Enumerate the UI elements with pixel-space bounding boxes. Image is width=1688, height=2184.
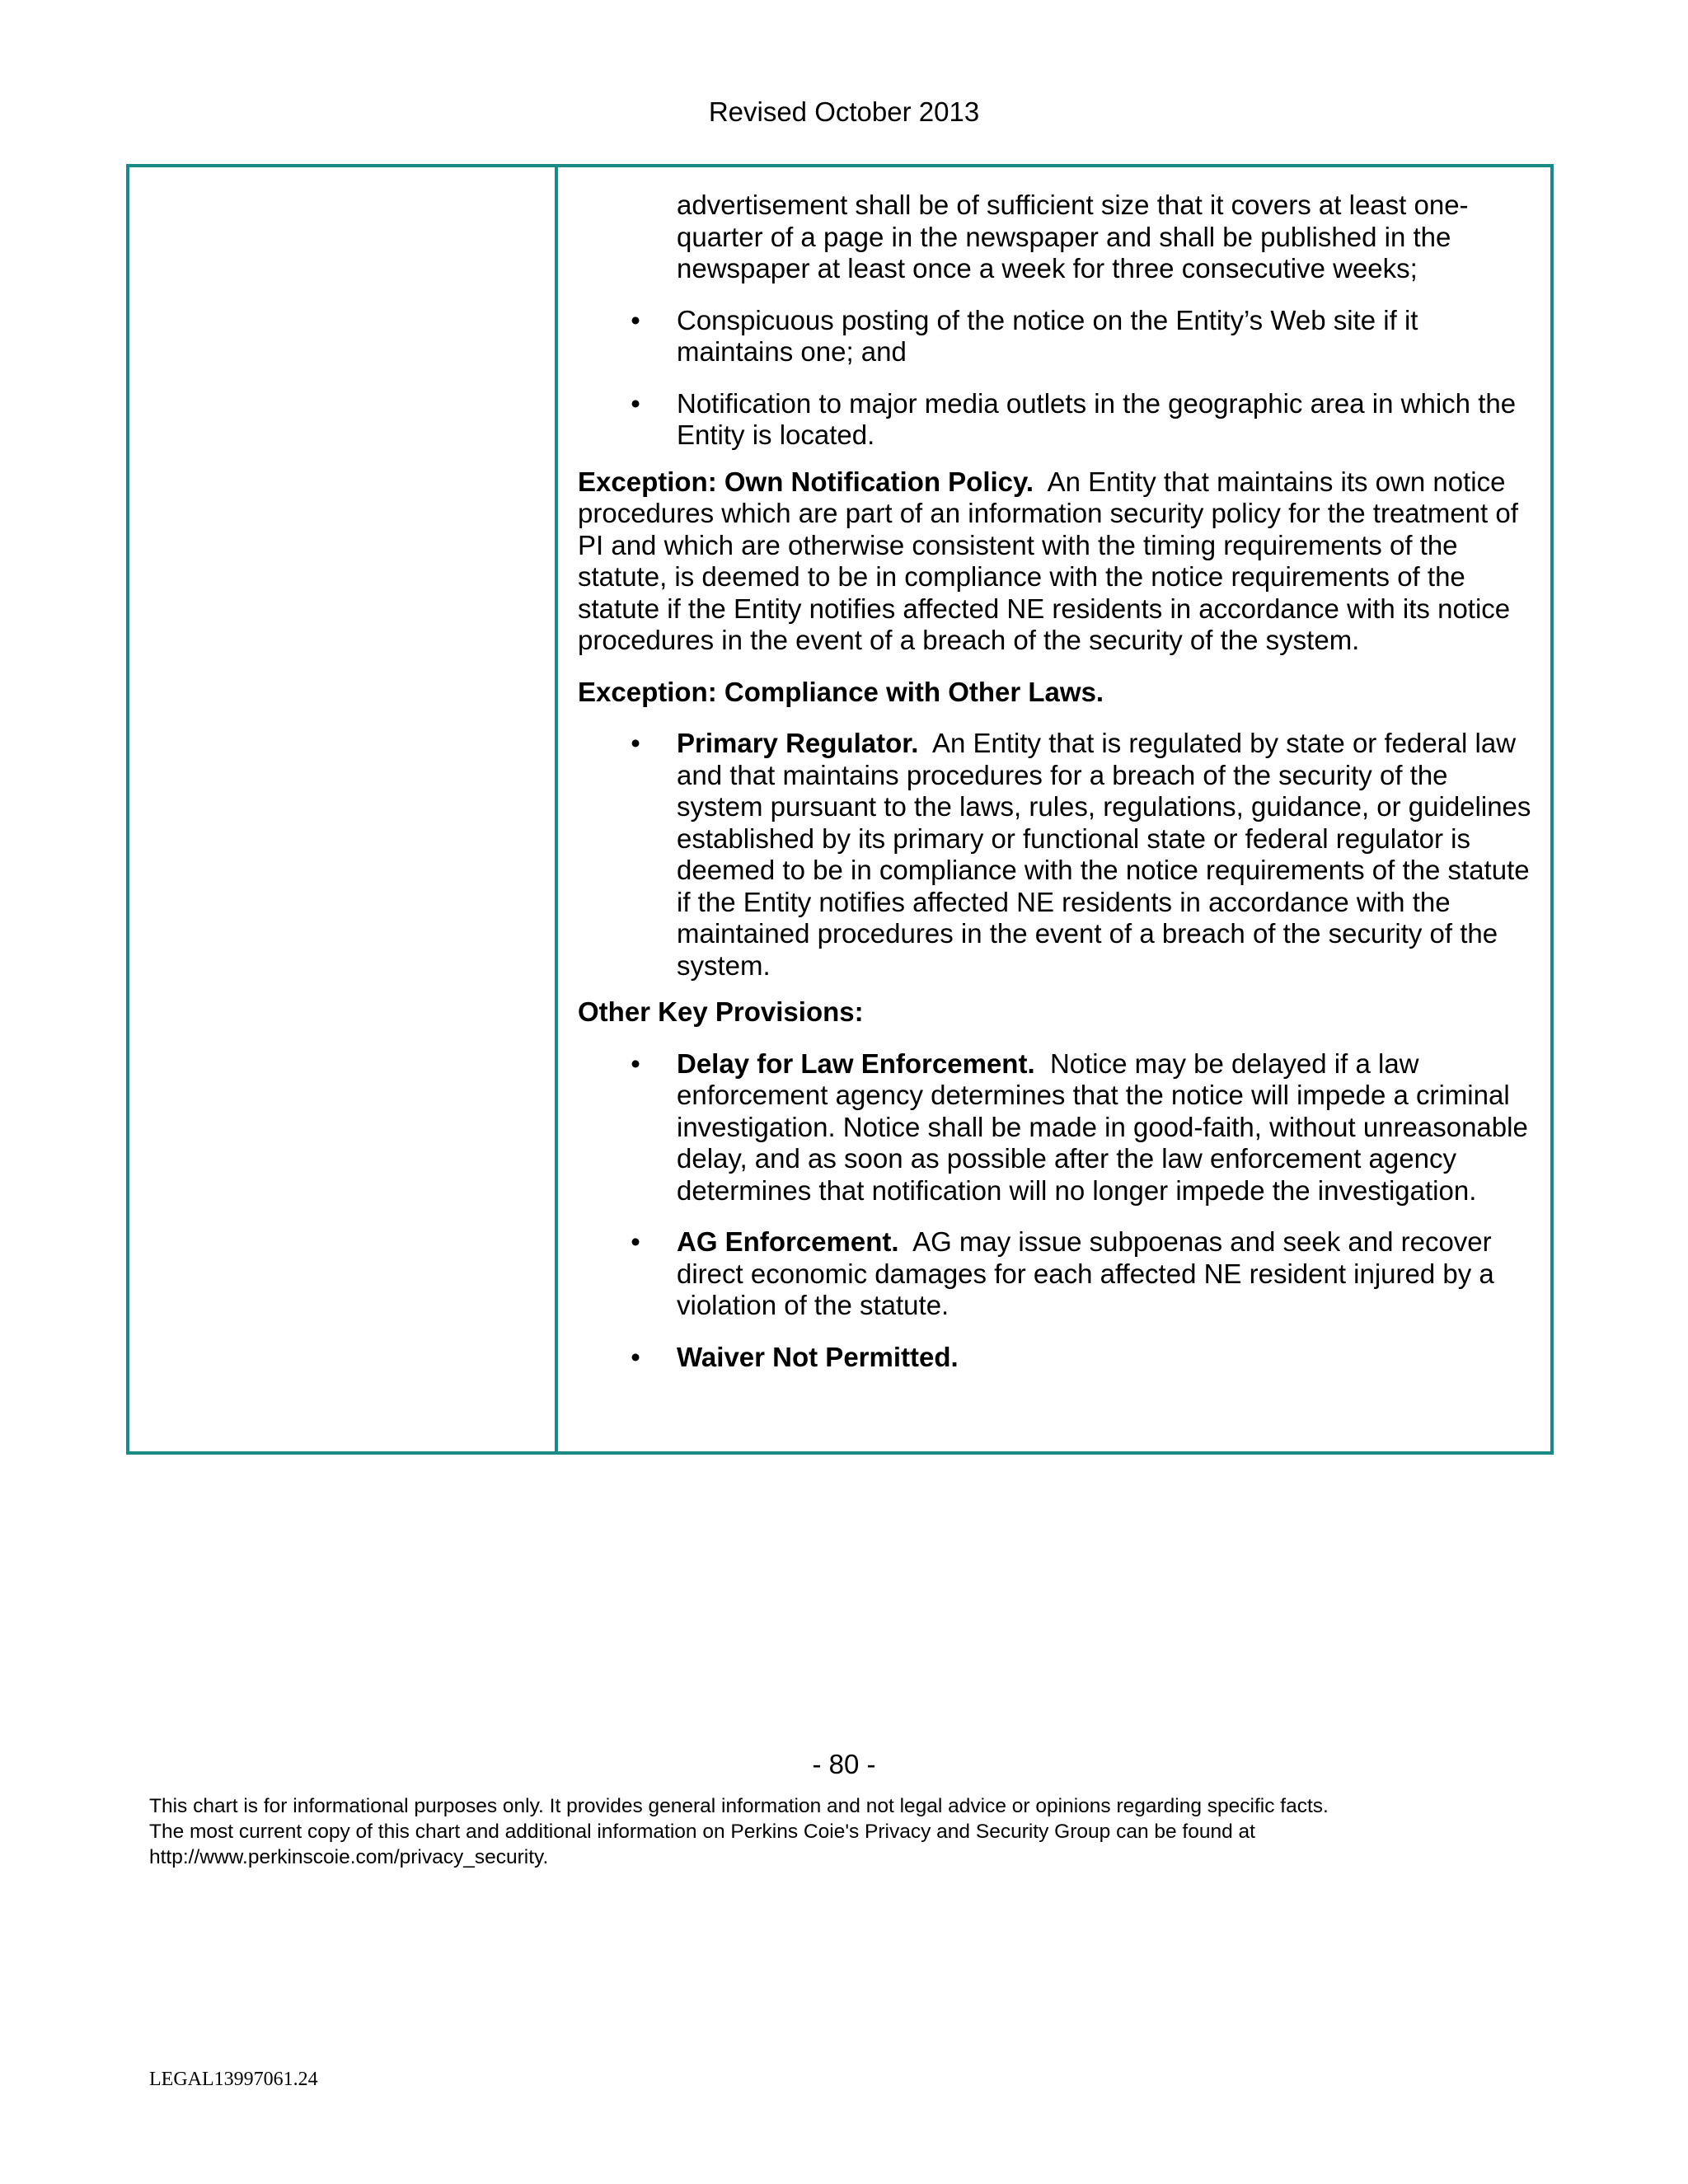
primary-regulator-title: Primary Regulator. — [677, 728, 919, 758]
provisions-column-cell — [578, 190, 1534, 1393]
law-enforcement-delay-text: Notice may be delayed if a law enforcement agency determines that the notice will impede a criminal investigation. Notice shall be made in good-faith, without unreasonable delay, and as soon as possible after the law enforcement agency determines that notification will no longer impede the investigation. — [677, 1047, 1528, 1206]
bullet-icon: • — [631, 304, 640, 335]
key-provisions-heading: Other Key Provisions: — [578, 996, 864, 1027]
bullet-icon: • — [631, 728, 640, 758]
law-enforcement-delay-title: Delay for Law Enforcement. — [677, 1047, 1035, 1079]
bullet-icon: • — [631, 1341, 640, 1372]
bullet-text: Conspicuous posting of the notice on the Entity’s Web site if it maintains one; and — [677, 304, 1418, 367]
list-item — [578, 305, 1534, 368]
list-item — [578, 388, 1534, 452]
own-policy-text: An Entity that maintains its own notice procedures which are part of an information security policy for the treatment of PI and which are otherwise consistent with the timing requirements of the statute, is deemed to be in compliance with the notice requirements of the statute if the Entity notifies affected NE residents in accordance with its notice procedures in the event of a breach of the security of the system. — [578, 466, 1518, 655]
disclaimer-url: http://www.perkinscoie.com/privacy_security. — [149, 1846, 549, 1868]
page-number: - 80 - — [812, 1749, 876, 1779]
footer-disclaimer — [149, 1793, 1567, 1870]
own-notification-policy-paragraph — [578, 466, 1534, 657]
list-item — [578, 1342, 1534, 1374]
disclaimer-line: The most current copy of this chart and additional information on Perkins Coie's Privacy and Security Group can be found at — [149, 1821, 1255, 1843]
waiver-title: Waiver Not Permitted. — [677, 1341, 959, 1372]
column-divider — [555, 167, 558, 1451]
other-laws-heading: Exception: Compliance with Other Laws. — [578, 676, 1104, 707]
state-law-table — [126, 164, 1554, 1455]
document-id: LEGAL13997061.24 — [149, 2069, 318, 2090]
state-column-cell — [129, 167, 555, 1451]
bullet-icon: • — [631, 387, 640, 419]
list-item — [578, 1226, 1534, 1322]
list-item — [578, 728, 1534, 982]
ag-enforcement-title: AG Enforcement. — [677, 1226, 899, 1257]
primary-regulator-text: An Entity that is regulated by state or federal law and that maintains procedures for a breach of the security of the system pursuant to the laws, rules, regulations, guidance, or guidelines established by its primary or functional state or federal regulator is deemed to be in compliance with the notice requirements of the statute if the Entity notifies affected NE residents in accordance with the maintained procedures in the event of a breach of the security of the system. — [677, 728, 1531, 981]
disclaimer-line: This chart is for informational purposes only. It provides general information and not legal advice or opinions regarding specific facts. — [149, 1795, 1329, 1817]
list-item — [578, 1048, 1534, 1207]
bullet-icon: • — [631, 1047, 640, 1079]
notice-continuation-text: advertisement shall be of sufficient size that it covers at least one-quarter of a page in the newspaper and shall be published in the newspaper at least once a week for three consecutive weeks; — [677, 190, 1469, 284]
own-policy-title: Exception: Own Notification Policy. — [578, 466, 1034, 497]
page-header-revised: Revised October 2013 — [708, 96, 980, 127]
bullet-icon: • — [631, 1226, 640, 1257]
bullet-text: Notification to major media outlets in the geographic area in which the Entity is located. — [677, 387, 1517, 450]
ag-enforcement-text: AG may issue subpoenas and seek and recover direct economic damages for each affected NE resident injured by a violation of the statute. — [677, 1226, 1494, 1320]
